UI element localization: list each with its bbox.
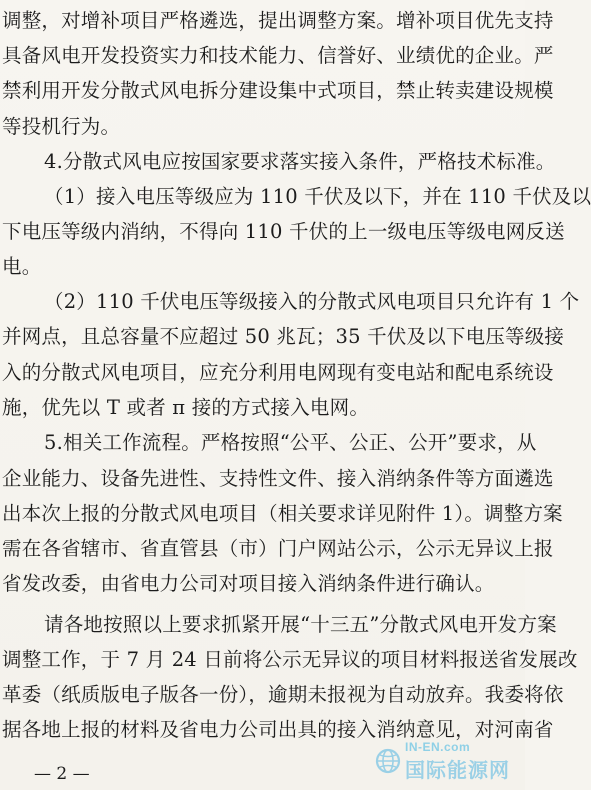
text-line-4: 等投机行为。 bbox=[2, 115, 121, 138]
text-line-2: 具备风电开发投资实力和技术能力、信誉好、业绩优的企业。严 bbox=[2, 44, 554, 67]
text-line-13: 5.相关工作流程。严格按照“公平、公正、公开”要求，从 bbox=[44, 431, 537, 454]
text-line-17: 省发改委，由省电力公司对项目接入消纳条件进行确认。 bbox=[2, 572, 495, 595]
text-line-19: 调整工作，于 7 月 24 日前将公示无异议的项目材料报送省发展改 bbox=[2, 648, 578, 671]
text-line-15: 出本次上报的分散式风电项目（相关要求详见附件 1）。调整方案 bbox=[2, 502, 563, 525]
text-line-9: （2）110 千伏电压等级接入的分散式风电项目只允许有 1 个 bbox=[44, 290, 580, 313]
text-line-11: 入的分散式风电项目，应充分利用电网现有变电站和配电系统设 bbox=[2, 361, 554, 384]
text-line-6: （1）接入电压等级应为 110 千伏及以下，并在 110 千伏及以 bbox=[44, 185, 591, 208]
text-line-12: 施，优先以 T 或者 π 接的方式接入电网。 bbox=[2, 396, 370, 419]
text-line-5: 4.分散式风电应按国家要求落实接入条件，严格技术标准。 bbox=[44, 150, 556, 173]
text-line-14: 企业能力、设备先进性、支持性文件、接入消纳条件等方面遴选 bbox=[2, 467, 554, 490]
text-line-20: 革委（纸质版电子版各一份），逾期未报视为自动放弃。我委将依 bbox=[2, 683, 564, 706]
text-line-7: 下电压等级内消纳，不得向 110 千伏的上一级电压等级电网反送 bbox=[2, 220, 565, 243]
text-line-21: 据各地上报的材料及省电力公司出具的接入消纳意见，对河南省 bbox=[2, 718, 554, 741]
watermark bbox=[375, 740, 515, 782]
text-line-16: 需在各省辖市、省直管县（市）门户网站公示，公示无异议上报 bbox=[2, 537, 554, 560]
text-line-10: 并网点，且总容量不应超过 50 兆瓦；35 千伏及以下电压等级接 bbox=[2, 325, 565, 348]
text-line-8: 电。 bbox=[2, 255, 42, 278]
text-line-3: 禁利用开发分散式风电拆分建设集中式项目，禁止转卖建设规模 bbox=[2, 79, 554, 102]
text-line-18: 请各地按照以上要求抓紧开展“十三五”分散式风电开发方案 bbox=[44, 613, 557, 636]
page-number: — 2 — bbox=[34, 764, 90, 784]
watermark-cn: 国际能源网 bbox=[405, 758, 510, 782]
globe-logo-icon bbox=[375, 748, 401, 774]
text-line-1: 调整，对增补项目严格遴选，提出调整方案。增补项目优先支持 bbox=[2, 9, 554, 32]
watermark-en: IN-EN.com bbox=[405, 740, 471, 754]
